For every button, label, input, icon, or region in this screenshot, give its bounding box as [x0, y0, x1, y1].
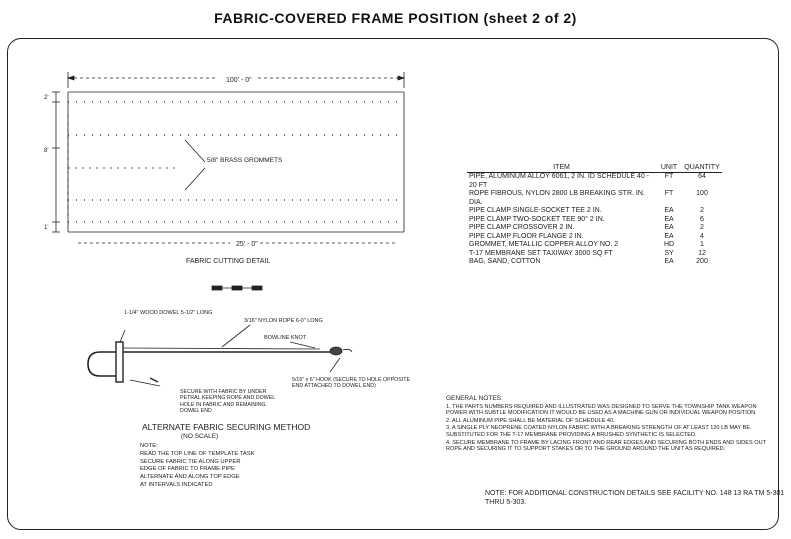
- qty-cell: 64: [698, 173, 706, 180]
- table-row: [467, 224, 722, 233]
- unit-cell: EA: [664, 258, 674, 265]
- bowline-callout: BOWLINE KNOT: [264, 335, 307, 341]
- dowel-callout: 1-1/4" WOOD DOWEL 5-1/2" LONG: [124, 310, 213, 316]
- securing-method-title: ALTERNATE FABRIC SECURING METHOD: [142, 422, 311, 432]
- grommet-callout: 5/8" BRASS GROMMETS: [207, 157, 283, 164]
- note-label: NOTE:: [140, 443, 158, 449]
- unit-cell: SY: [664, 249, 674, 257]
- qty-cell: 100: [696, 190, 708, 197]
- qty-cell: 6: [700, 215, 704, 223]
- table-row: [467, 216, 722, 225]
- general-note: 1. THE PARTS NUMBERS REQUIRED AND ILLUSTRATED WAS DESIGNED TO SERVE THE TOWNSHIP TANK WEAPON POWER WITH SUBTLE MODIFICATION IT WOULD BE USED AS A MACHINE GUN OR INDIVIDUAL WEAPON POSITION.: [446, 403, 757, 417]
- securing-note: AT INTERVALS INDICATED: [140, 481, 213, 488]
- side-mark-1: 2': [44, 95, 49, 101]
- grommet-leader-lines: [185, 140, 205, 190]
- fabric-cutting-detail-label: FABRIC CUTTING DETAIL: [186, 258, 271, 265]
- unit-cell: EA: [664, 224, 674, 231]
- item-cell: PIPE CLAMP CROSSOVER 2 IN.: [469, 224, 575, 231]
- general-note: 2. ALL ALUMINUM PIPE SHALL BE MATERIAL OF SCHEDULE 40.: [446, 417, 615, 424]
- unit-cell: EA: [664, 207, 674, 214]
- materials-table: [467, 164, 722, 267]
- scale-bar: [212, 286, 262, 290]
- materials-table-header: [467, 164, 722, 173]
- item-cell: T-17 MEMBRANE SET TAXIWAY 3000 SQ FT: [469, 249, 613, 257]
- rope-callout: 3/16" NYLON ROPE 6-0" LONG: [244, 318, 323, 324]
- unit-cell: EA: [664, 215, 674, 223]
- item-cell: BAG, SAND, COTTON: [469, 258, 541, 265]
- qty-cell: 12: [698, 249, 706, 257]
- secure-callout: SECURE WITH FABRIC BY UNDER PETRAL KEEPING ROPE AND DOWEL HOLE IN FABRIC AND REMAINING DOWEL END: [180, 389, 275, 414]
- table-row: [467, 258, 722, 267]
- general-note: 3. A SINGLE PLY NEOPRENE COATED NYLON FABRIC WITH A BREAKING STRENGTH OF AT LEAST 120 LB MAY BE SUBSTITUTED FOR THE T-17 MEMBRANE PROVIDING A BRUSHED SYNTHETIC IS SELECTED.: [446, 425, 751, 438]
- securing-method-notes: [140, 443, 330, 490]
- bottom-dimension-label: 25' - 0": [236, 241, 258, 248]
- qty-cell: 2: [700, 224, 704, 231]
- securing-note: ALTERNATE AND ALONG TOP EDGE: [140, 474, 240, 481]
- securing-method-subtitle: (NO SCALE): [181, 433, 219, 440]
- top-dimension-label: 100' - 0": [226, 77, 252, 84]
- item-cell: PIPE CLAMP FLOOR FLANGE 2 IN.: [469, 232, 584, 240]
- qty-cell: 1: [700, 241, 704, 248]
- side-mark-3: 1': [44, 225, 49, 231]
- general-notes-heading: GENERAL NOTES:: [446, 395, 503, 402]
- item-cell: GROMMET, METALLIC COPPER ALLOY NO. 2: [469, 241, 619, 248]
- table-row: [467, 233, 722, 242]
- item-cell: PIPE CLAMP TWO-SOCKET TEE 90° 2 IN.: [469, 215, 605, 223]
- bottom-note: NOTE: FOR ADDITIONAL CONSTRUCTION DETAILS SEE FACILITY NO. 148 13 RA TM 5-301 THRU 5-303.: [485, 490, 785, 506]
- table-row: [467, 207, 722, 216]
- unit-cell: FT: [664, 190, 674, 197]
- unit-cell: HD: [663, 241, 675, 248]
- unit-cell: EA: [664, 232, 674, 240]
- side-mark-2: 8': [44, 148, 49, 154]
- item-cell: PIPE, ALUMINUM ALLOY 6061, 2 IN. ID SCHEDULE 40 - 20 FT: [469, 173, 649, 189]
- item-cell: PIPE CLAMP SINGLE-SOCKET TEE 2 IN.: [469, 207, 602, 214]
- table-row: [467, 190, 722, 207]
- col-quantity: QUANTITY: [682, 164, 722, 173]
- qty-cell: 200: [696, 258, 708, 265]
- col-unit: UNIT: [656, 164, 682, 173]
- table-row: [467, 173, 722, 191]
- general-note: 4. SECURE MEMBRANE TO FRAME BY LACING FRONT AND REAR EDGES AND SECURING BOTH ENDS AND SIDES OUT ROPE AND SECURING IT TO SUPPORT STAKES OR TO THE GROUND AROUND THE UNIT AS REQUIRED.: [446, 439, 766, 453]
- qty-cell: 4: [700, 232, 704, 240]
- securing-note: READ THE TOP LINE OF TEMPLATE TASK: [140, 450, 255, 457]
- general-notes: [446, 396, 776, 454]
- page-title: FABRIC-COVERED FRAME POSITION (sheet 2 of 2): [214, 10, 577, 26]
- item-cell: ROPE FIBROUS, NYLON 2800 LB BREAKING STR. IN. DIA.: [469, 190, 645, 206]
- table-row: [467, 241, 722, 250]
- qty-cell: 2: [700, 207, 704, 214]
- table-row: [467, 250, 722, 259]
- hook-callout: 5/16" x 6" HOOK (SECURE TO HOLE OPPOSITE END ATTACHED TO DOWEL END): [292, 377, 411, 390]
- securing-note: EDGE OF FABRIC TO FRAME PIPE: [140, 466, 235, 473]
- col-item: ITEM: [467, 164, 656, 173]
- unit-cell: FT: [664, 173, 674, 180]
- side-dimension-ticks: [52, 92, 60, 232]
- securing-note: SECURE FABRIC TIE ALONG UPPER: [140, 458, 241, 465]
